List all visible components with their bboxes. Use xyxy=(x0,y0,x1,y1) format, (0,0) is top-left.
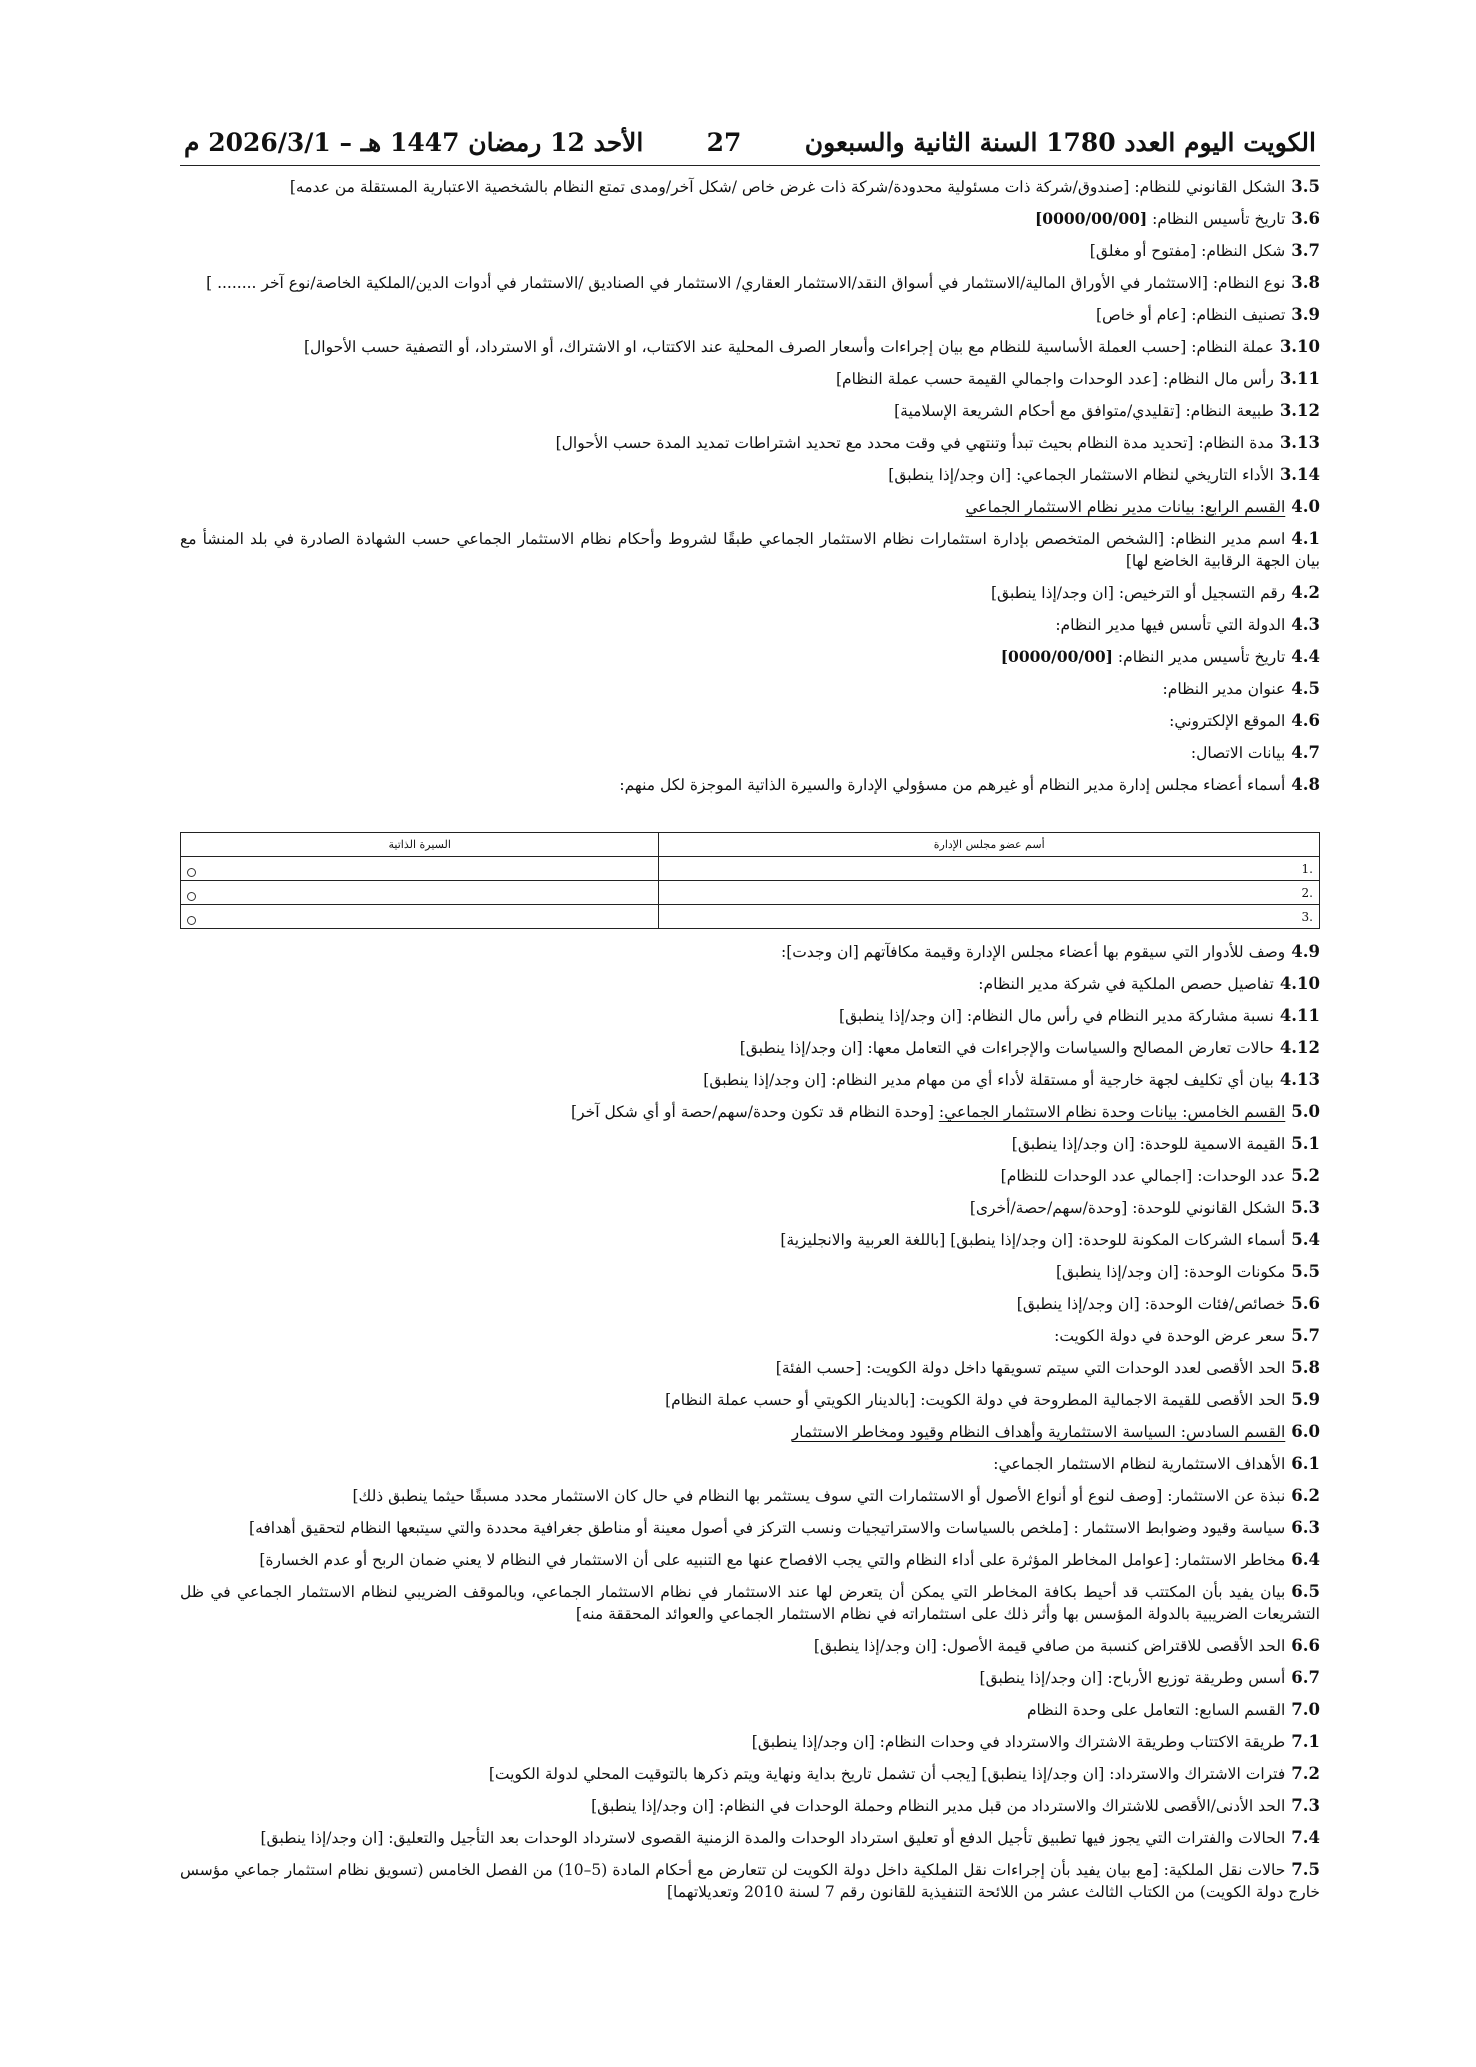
clause-text: حالات تعارض المصالح والسياسات والإجراءات في التعامل معها: [ان وجد/إذا ينطبق] xyxy=(739,1039,1274,1057)
items-list-a xyxy=(180,176,1320,796)
page-header xyxy=(180,128,1320,163)
clause-text: عنوان مدير النظام: xyxy=(1162,680,1286,698)
section-heading: القسم الخامس: بيانات وحدة نظام الاستثمار الجماعي: xyxy=(938,1103,1286,1121)
clause-item xyxy=(180,1635,1320,1657)
items-list-b xyxy=(180,941,1320,1903)
clause-item xyxy=(180,1549,1320,1571)
clause-text: الشكل القانوني للنظام: [صندوق/شركة ذات مسئولية محدودة/شركة ذات غرض خاص /شكل آخر/ومدى تمتع النظام بالشخصية الاعتبارية المستقلة من عدمه] xyxy=(289,178,1286,196)
clause-text: تصنيف النظام: [عام أو خاص] xyxy=(1095,306,1286,324)
document-page xyxy=(180,128,1320,1913)
clause-number: 3.8 xyxy=(1291,273,1320,292)
clause-text: الموقع الإلكتروني: xyxy=(1169,712,1286,730)
clause-item xyxy=(180,1453,1320,1475)
clause-number: 6.4 xyxy=(1291,1550,1320,1569)
clause-item xyxy=(180,973,1320,995)
clause-number: 3.5 xyxy=(1291,177,1320,196)
bullet-circle-icon xyxy=(187,916,196,925)
clause-text: رأس مال النظام: [عدد الوحدات واجمالي القيمة حسب عملة النظام] xyxy=(835,370,1274,388)
clause-number: 4.11 xyxy=(1279,1006,1320,1025)
clause-item xyxy=(180,528,1320,572)
clause-item xyxy=(180,1101,1320,1123)
clause-number: 4.1 xyxy=(1291,529,1320,548)
clause-text: فترات الاشتراك والاسترداد: [ان وجد/إذا ينطبق] [يجب أن تشمل تاريخ بداية ونهاية ويتم ذكرها بالتوقيت المحلي لدولة الكويت] xyxy=(488,1765,1286,1783)
clause-number: 4.5 xyxy=(1291,679,1320,698)
clause-item xyxy=(180,1581,1320,1625)
clause-number: 4.2 xyxy=(1291,583,1320,602)
clause-item xyxy=(180,1197,1320,1219)
clause-item xyxy=(180,1389,1320,1411)
table-cell-cv xyxy=(181,905,659,929)
table-cell-member xyxy=(659,905,1320,929)
clause-item xyxy=(180,240,1320,262)
clause-text: تفاصيل حصص الملكية في شركة مدير النظام: xyxy=(978,975,1274,993)
clause-item xyxy=(180,336,1320,358)
clause-item xyxy=(180,941,1320,963)
clause-number: 4.9 xyxy=(1291,942,1320,961)
clause-number: 6.3 xyxy=(1291,1518,1320,1537)
clause-item xyxy=(180,400,1320,422)
clause-number: 5.4 xyxy=(1291,1230,1320,1249)
clause-text: الأداء التاريخي لنظام الاستثمار الجماعي: [ان وجد/إذا ينطبق] xyxy=(888,466,1274,484)
clause-number: 7.5 xyxy=(1291,1860,1321,1879)
clause-item xyxy=(180,1293,1320,1315)
clause-number: 4.10 xyxy=(1279,974,1320,993)
clause-number: 5.3 xyxy=(1291,1198,1320,1217)
clause-text: مكونات الوحدة: [ان وجد/إذا ينطبق] xyxy=(1055,1263,1286,1281)
table-row xyxy=(181,881,1320,905)
clause-item xyxy=(180,1859,1320,1903)
clause-text: نسبة مشاركة مدير النظام في رأس مال النظام: [ان وجد/إذا ينطبق] xyxy=(839,1007,1274,1025)
clause-text: الحد الأقصى لعدد الوحدات التي سيتم تسويقها داخل دولة الكويت: [حسب الفئة] xyxy=(775,1359,1286,1377)
row-number: 2. xyxy=(1301,885,1313,900)
clause-number: 7.2 xyxy=(1291,1764,1320,1783)
clause-item xyxy=(180,582,1320,604)
clause-text: القيمة الاسمية للوحدة: [ان وجد/إذا ينطبق] xyxy=(1011,1135,1286,1153)
clause-item xyxy=(180,304,1320,326)
clause-number: 7.4 xyxy=(1291,1828,1320,1847)
clause-number: 4.3 xyxy=(1291,615,1320,634)
clause-text: طبيعة النظام: [تقليدي/متوافق مع أحكام الشريعة الإسلامية] xyxy=(894,402,1274,420)
clause-item xyxy=(180,742,1320,764)
clause-text: بيانات الاتصال: xyxy=(1190,744,1286,762)
clause-item xyxy=(180,272,1320,294)
clause-number: 7.1 xyxy=(1291,1732,1320,1751)
clause-number: 3.11 xyxy=(1279,369,1320,388)
clause-number: 6.2 xyxy=(1291,1486,1320,1505)
clause-item xyxy=(180,1037,1320,1059)
clause-item xyxy=(180,176,1320,198)
clause-text: عملة النظام: [حسب العملة الأساسية للنظام مع بيان إجراءات وأسعار الصرف المحلية عند الاكتتاب، او الاشتراك، أو الاسترداد، أو التصفية حسب الأحوال] xyxy=(303,338,1274,356)
clause-text: [وحدة النظام قد تكون وحدة/سهم/حصة أو أي شكل آخر] xyxy=(571,1103,939,1121)
clause-number: 6.5 xyxy=(1291,1582,1320,1601)
clause-text: أسماء أعضاء مجلس إدارة مدير النظام أو غيرهم من مسؤولي الإدارة والسيرة الذاتية الموجزة لكل منهم: xyxy=(619,776,1286,794)
table-header-member-name: أسم عضو مجلس الإدارة xyxy=(659,833,1320,857)
clause-text: وصف للأدوار التي سيقوم بها أعضاء مجلس الإدارة وقيمة مكافآتهم [ان وجدت]: xyxy=(781,943,1286,961)
clause-text: الدولة التي تأسس فيها مدير النظام: xyxy=(1055,616,1286,634)
clause-item xyxy=(180,1827,1320,1849)
header-page-number: 27 xyxy=(706,128,742,157)
clause-number: 3.9 xyxy=(1291,305,1320,324)
table-row xyxy=(181,857,1320,881)
clause-number: 5.0 xyxy=(1291,1102,1320,1121)
clause-item xyxy=(180,368,1320,390)
clause-text: شكل النظام: [مفتوح أو مغلق] xyxy=(1089,242,1286,260)
clause-text: سياسة وقيود وضوابط الاستثمار : [ملخص بالسياسات والاستراتيجيات ونسب التركز في أصول معينة أو مناطق جغرافية محددة والتي سيتبعها النظام لتحقيق أهدافه] xyxy=(249,1519,1286,1537)
clause-text: عدد الوحدات: [اجمالي عدد الوحدات للنظام] xyxy=(1000,1167,1286,1185)
clause-text: سعر عرض الوحدة في دولة الكويت: xyxy=(1054,1327,1286,1345)
clause-number: 4.0 xyxy=(1291,497,1320,516)
clause-number: 5.6 xyxy=(1291,1294,1320,1313)
clause-text: الحد الأقصى للاقتراض كنسبة من صافي قيمة الأصول: [ان وجد/إذا ينطبق] xyxy=(813,1637,1286,1655)
clause-text: أسس وطريقة توزيع الأرباح: [ان وجد/إذا ينطبق] xyxy=(979,1669,1286,1687)
board-members-table xyxy=(180,832,1320,929)
clause-item xyxy=(180,678,1320,700)
clause-text: تاريخ تأسيس مدير النظام: xyxy=(1113,648,1286,666)
clause-number: 5.5 xyxy=(1291,1262,1320,1281)
clause-text: بيان أي تكليف لجهة خارجية أو مستقلة لأداء أي من مهام مدير النظام: [ان وجد/إذا ينطبق] xyxy=(703,1071,1274,1089)
table-cell-cv xyxy=(181,881,659,905)
clause-text: القسم السابع: التعامل على وحدة النظام xyxy=(1026,1701,1286,1719)
table-cell-cv xyxy=(181,857,659,881)
clause-number: 4.4 xyxy=(1291,647,1320,666)
row-number: 3. xyxy=(1301,909,1313,924)
clause-text: تاريخ تأسيس النظام: xyxy=(1147,210,1286,228)
clause-text: نوع النظام: [الاستثمار في الأوراق المالية/الاستثمار في أسواق النقد/الاستثمار العقاري/ الاستثمار في الصناديق /الاستثمار في أدوات الدين/الملكية الخاصة/نوع آخر ........ ] xyxy=(206,274,1286,292)
clause-number: 6.1 xyxy=(1291,1454,1320,1473)
section-heading: القسم الرابع: بيانات مدير نظام الاستثمار الجماعي xyxy=(965,498,1286,516)
clause-number: 3.10 xyxy=(1279,337,1320,356)
clause-item xyxy=(180,1261,1320,1283)
clause-item xyxy=(180,1005,1320,1027)
row-number: 1. xyxy=(1301,861,1313,876)
clause-item xyxy=(180,1485,1320,1507)
clause-number: 3.14 xyxy=(1279,465,1320,484)
clause-number: 4.13 xyxy=(1279,1070,1320,1089)
clause-text: الحالات والفترات التي يجوز فيها تطبيق تأجيل الدفع أو تعليق استرداد الوحدات والمدة الزمنية القصوى لاسترداد الوحدات بعد التأجيل والتعليق: [ان وجد/إذا ينطبق] xyxy=(260,1829,1286,1847)
clause-number: 3.6 xyxy=(1291,209,1320,228)
clause-item xyxy=(180,646,1320,668)
table-header-row xyxy=(181,833,1320,857)
clause-text: بيان يفيد بأن المكتتب قد أحيط بكافة المخاطر التي يمكن أن يتعرض لها عند الاستثمار في نظام الاستثمار الجماعي، وبالموقف الضريبي لنظام الاستثمار الجماعي في ظل التشريعات الضريبية بالدولة المؤسس بها وأثر ذلك على استثماراته في نظام الاستثمار الجماعي والعوائد المحققة منه] xyxy=(180,1583,1320,1623)
clause-number: 6.0 xyxy=(1291,1422,1320,1441)
clause-text: نبذة عن الاستثمار: [وصف لنوع أو أنواع الأصول أو الاستثمارات التي سوف يستثمر بها النظام في حال كان الاستثمار محدد مسبقًا حيثما ينطبق ذلك] xyxy=(352,1487,1286,1505)
clause-item xyxy=(180,432,1320,454)
clause-item xyxy=(180,1325,1320,1347)
header-rule xyxy=(180,165,1320,166)
clause-item xyxy=(180,1731,1320,1753)
clause-text: الحد الأقصى للقيمة الاجمالية المطروحة في دولة الكويت: [بالدينار الكويتي أو حسب عملة النظام] xyxy=(665,1391,1286,1409)
date-placeholder: [0000/00/00] xyxy=(1000,647,1113,666)
clause-text: رقم التسجيل أو الترخيص: [ان وجد/إذا ينطبق] xyxy=(991,584,1286,602)
clause-number: 5.9 xyxy=(1291,1390,1320,1409)
clause-item xyxy=(180,496,1320,518)
clause-number: 4.12 xyxy=(1279,1038,1320,1057)
clause-item xyxy=(180,774,1320,796)
clause-item xyxy=(180,208,1320,230)
clause-item xyxy=(180,1069,1320,1091)
clause-number: 4.6 xyxy=(1291,711,1320,730)
clause-item xyxy=(180,1421,1320,1443)
clause-text: مدة النظام: [تحديد مدة النظام بحيث تبدأ وتنتهي في وقت محدد مع تحديد اشتراطات تمديد المدة حسب الأحوال] xyxy=(555,434,1274,452)
clause-number: 4.8 xyxy=(1291,775,1320,794)
clause-item xyxy=(180,1667,1320,1689)
bullet-circle-icon xyxy=(187,868,196,877)
table-header-cv: السيرة الذاتية xyxy=(181,833,659,857)
clause-item xyxy=(180,1357,1320,1379)
clause-text: مخاطر الاستثمار: [عوامل المخاطر المؤثرة على أداء النظام والتي يجب الافصاح عنها مع التنبيه على أن الاستثمار في النظام لا يعني ضمان الربح أو عدم الخسارة] xyxy=(259,1551,1286,1569)
clause-text: طريقة الاكتتاب وطريقة الاشتراك والاسترداد في وحدات النظام: [ان وجد/إذا ينطبق] xyxy=(751,1733,1286,1751)
header-gazette-info: الكويت اليوم العدد 1780 السنة الثانية والسبعون xyxy=(804,128,1316,157)
table-cell-member xyxy=(659,881,1320,905)
clause-item xyxy=(180,1763,1320,1785)
clause-text: الأهداف الاستثمارية لنظام الاستثمار الجماعي: xyxy=(993,1455,1286,1473)
table-row xyxy=(181,905,1320,929)
bullet-circle-icon xyxy=(187,892,196,901)
clause-number: 3.12 xyxy=(1279,401,1320,420)
clause-number: 5.2 xyxy=(1291,1166,1320,1185)
clause-item xyxy=(180,1229,1320,1251)
clause-number: 4.7 xyxy=(1291,743,1320,762)
clause-number: 3.7 xyxy=(1291,241,1320,260)
clause-item xyxy=(180,1699,1320,1721)
clause-number: 5.8 xyxy=(1291,1358,1320,1377)
clause-item xyxy=(180,1517,1320,1539)
clause-text: أسماء الشركات المكونة للوحدة: [ان وجد/إذا ينطبق] [باللغة العربية والانجليزية] xyxy=(780,1231,1286,1249)
clause-text: الشكل القانوني للوحدة: [وحدة/سهم/حصة/أخرى] xyxy=(969,1199,1286,1217)
clause-item xyxy=(180,710,1320,732)
date-placeholder: [0000/00/00] xyxy=(1034,209,1148,228)
clause-item xyxy=(180,1795,1320,1817)
clause-item xyxy=(180,1165,1320,1187)
table-cell-member xyxy=(659,857,1320,881)
clause-item xyxy=(180,614,1320,636)
clause-number: 7.3 xyxy=(1291,1796,1320,1815)
clause-item xyxy=(180,1133,1320,1155)
clause-text: الحد الأدنى/الأقصى للاشتراك والاسترداد من قبل مدير النظام وحملة الوحدات في النظام: [ان وجد/إذا ينطبق] xyxy=(591,1797,1286,1815)
clause-text: حالات نقل الملكية: [مع بيان يفيد بأن إجراءات نقل الملكية داخل دولة الكويت لن تتعارض مع أحكام المادة (5–10) من الفصل الخامس (تسويق نظام استثمار جماعي مؤسس خارج دولة الكويت) من الكتاب الثالث عشر من اللائحة التنفيذية للقانون رقم 7 لسنة 2010 وتعديلاتهما] xyxy=(180,1861,1320,1901)
clause-number: 5.1 xyxy=(1291,1134,1320,1153)
section-heading: القسم السادس: السياسة الاستثمارية وأهداف النظام وقيود ومخاطر الاستثمار xyxy=(791,1423,1286,1441)
clause-text: اسم مدير النظام: [الشخص المتخصص بإدارة استثمارات نظام الاستثمار الجماعي طبقًا لشروط وأحكام نظام الاستثمار الجماعي حسب الشهادة الصادرة في بلد المنشأ مع بيان الجهة الرقابية الخاضع لها] xyxy=(180,530,1320,570)
clause-number: 6.7 xyxy=(1291,1668,1320,1687)
clause-number: 6.6 xyxy=(1291,1636,1320,1655)
header-date: الأحد 12 رمضان 1447 هـ – 2026/3/1 م xyxy=(184,128,644,157)
clause-item xyxy=(180,464,1320,486)
clause-number: 7.0 xyxy=(1291,1700,1320,1719)
clause-number: 3.13 xyxy=(1279,433,1320,452)
clause-text: خصائص/فئات الوحدة: [ان وجد/إذا ينطبق] xyxy=(1016,1295,1286,1313)
clause-number: 5.7 xyxy=(1291,1326,1320,1345)
